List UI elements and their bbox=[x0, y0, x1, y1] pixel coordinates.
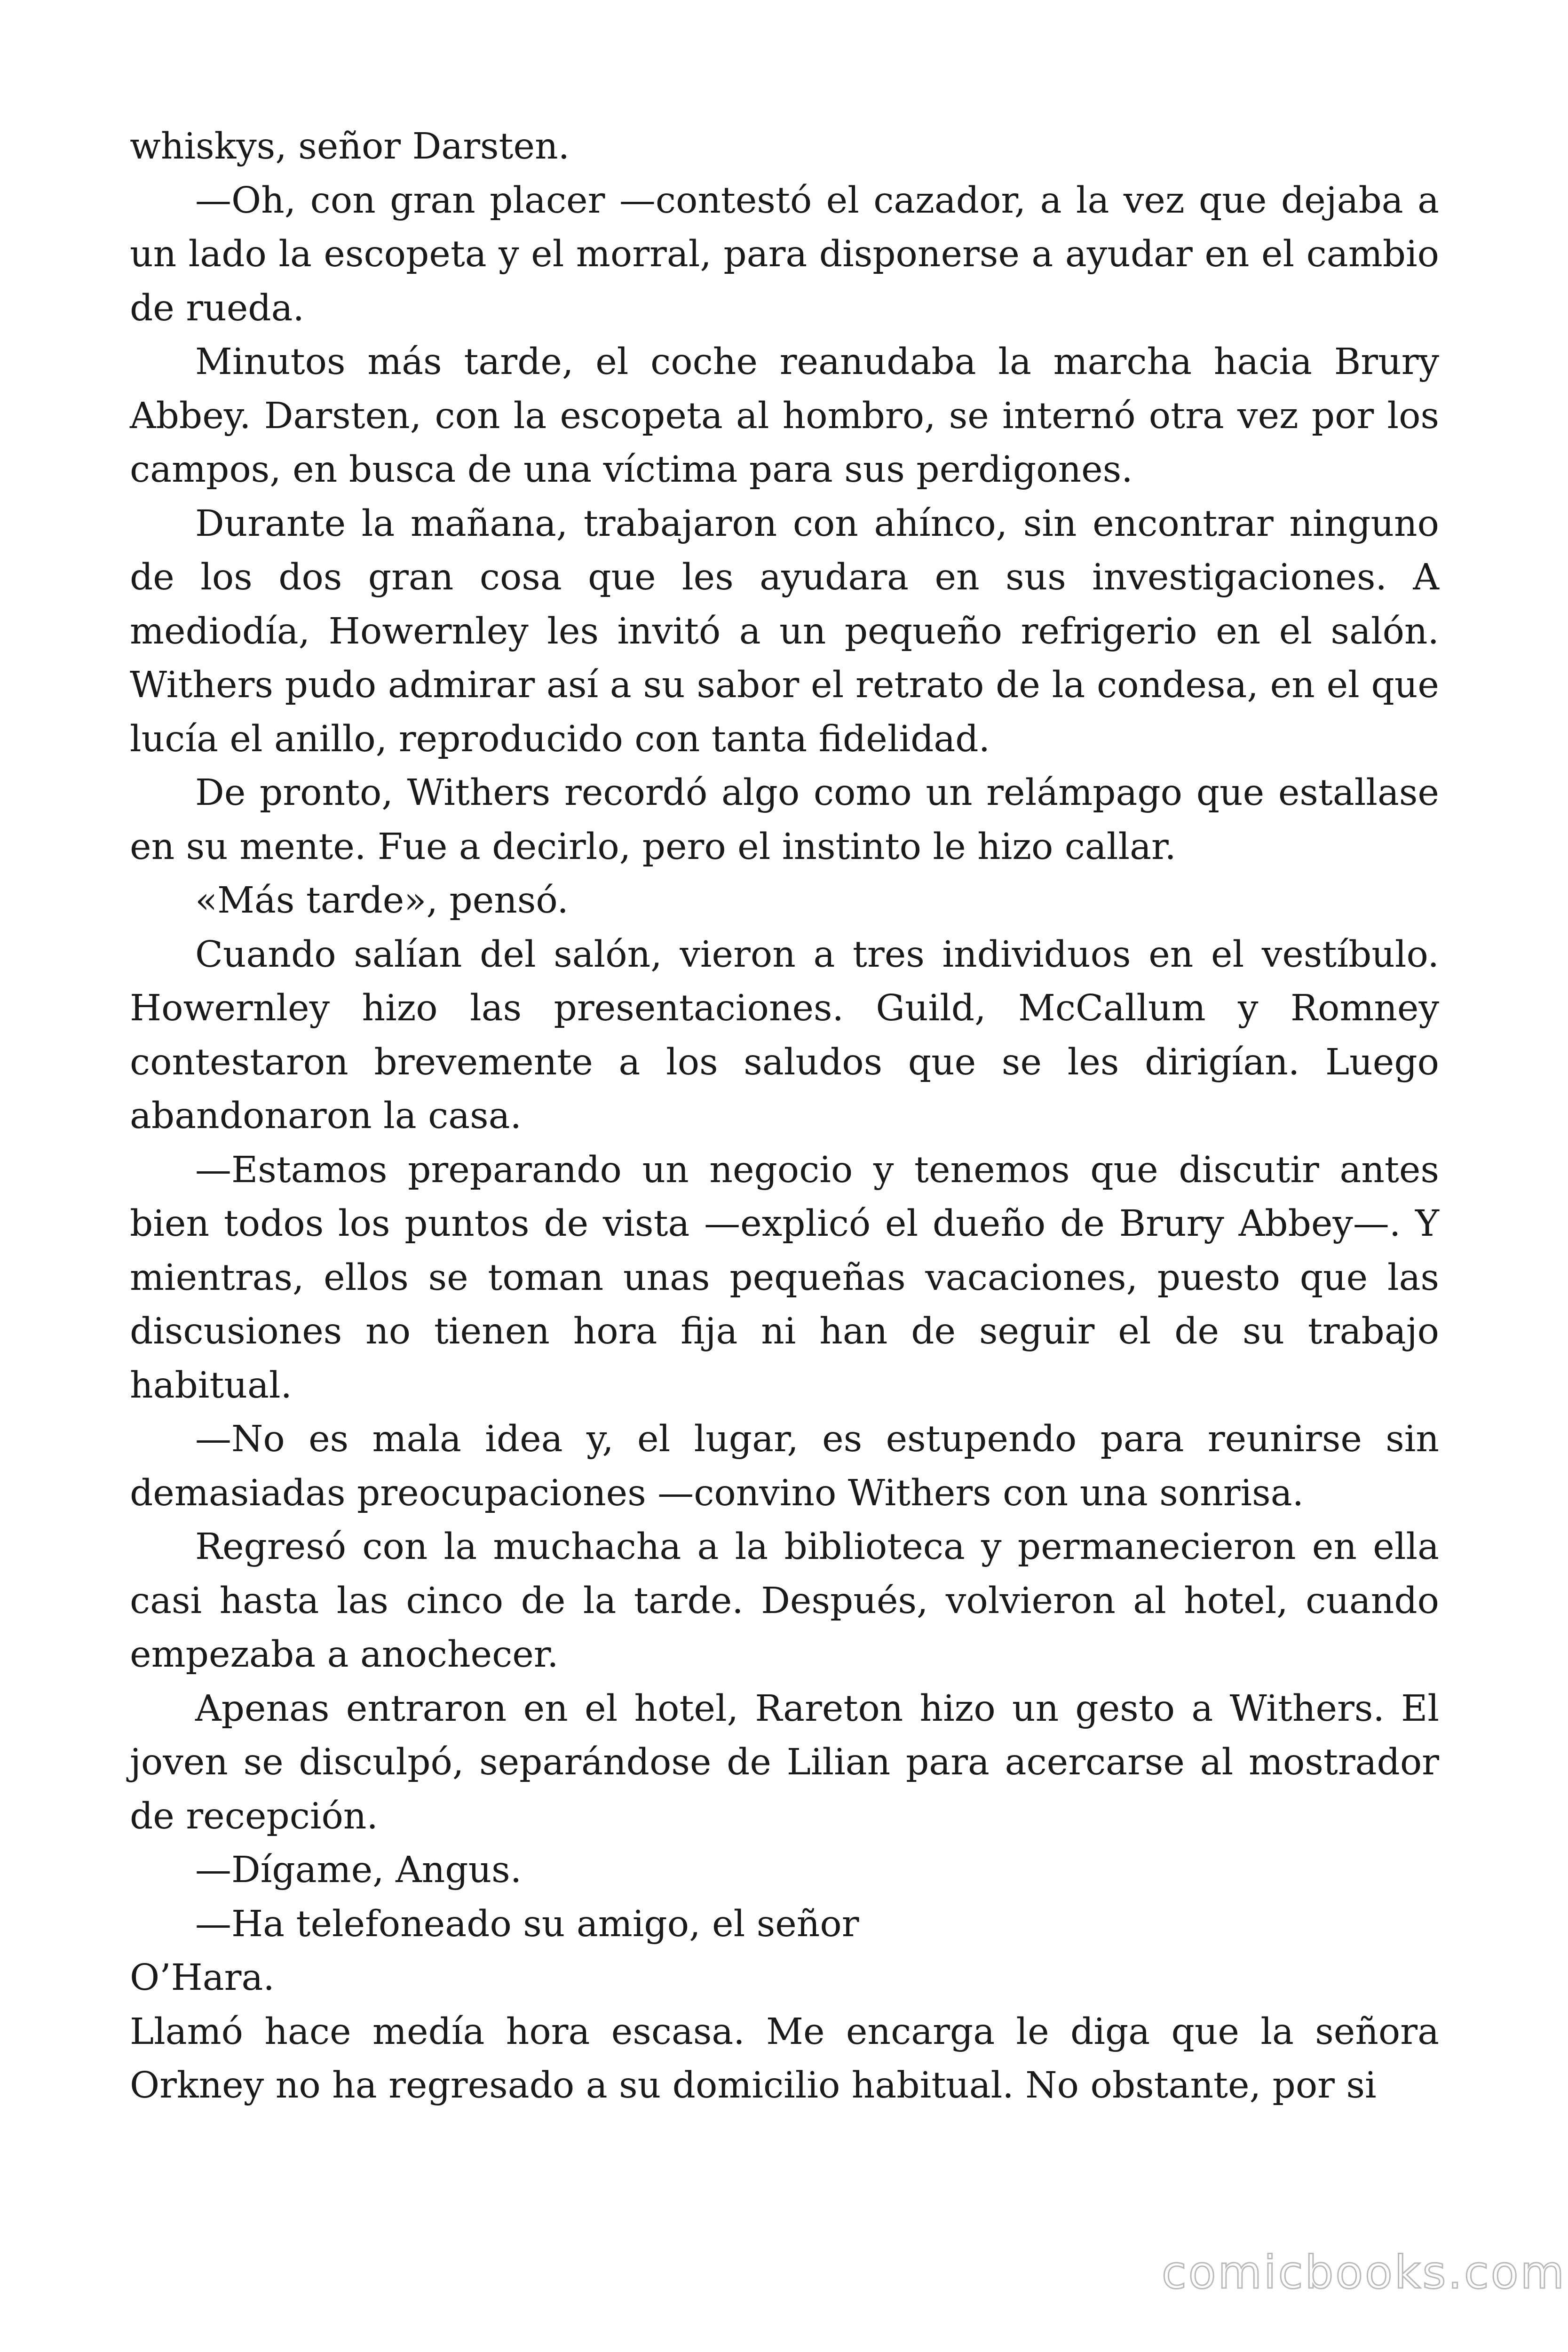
paragraph: —Estamos preparando un negocio y tenemos que discutir antes bien todos los puntos de vista —explicó el dueño de Brury Abbey—. Y mientras, ellos se toman unas pequeñas vacaciones, puesto que las discusiones no tienen hora fija ni han de seguir el de su trabajo habitual. bbox=[130, 1149, 1439, 1406]
paragraph: —Oh, con gran placer —contestó el cazador, a la vez que dejaba a un lado la escopeta y el morral, para disponerse a ayudar en el cambio de rueda. bbox=[130, 179, 1439, 329]
paragraph: O’Hara. bbox=[130, 1957, 275, 1999]
paragraph: Llamó hace medía hora escasa. Me encarga le diga que la señora Orkney no ha regresado a su domicilio habitual. No obstante, por si bbox=[130, 2010, 1439, 2106]
watermark: comicbooks.com bbox=[1162, 2246, 1567, 2299]
paragraph: Cuando salían del salón, vieron a tres individuos en el vestíbulo. Howernley hizo las presentaciones. Guild, McCallum y Romney contestaron brevemente a los saludos que se les dirigían. Luego abandonaron la casa. bbox=[130, 933, 1439, 1137]
page-body bbox=[130, 120, 1439, 2113]
paragraph: whiskys, señor Darsten. bbox=[130, 126, 570, 167]
paragraph: —Ha telefoneado su amigo, el señor bbox=[195, 1903, 859, 1945]
paragraph: Regresó con la muchacha a la biblioteca y permanecieron en ella casi hasta las cinco de la tarde. Después, volvieron al hotel, cuando empezaba a anochecer. bbox=[130, 1526, 1439, 1676]
paragraph: Apenas entraron en el hotel, Rareton hizo un gesto a Withers. El joven se disculpó, separándose de Lilian para acercarse al mostrador de recepción. bbox=[130, 1687, 1439, 1837]
paragraph: De pronto, Withers recordó algo como un relámpago que estallase en su mente. Fue a decirlo, pero el instinto le hizo callar. bbox=[130, 772, 1439, 868]
paragraph: —No es mala idea y, el lugar, es estupendo para reunirse sin demasiadas preocupaciones —convino Withers con una sonrisa. bbox=[130, 1418, 1439, 1514]
paragraph: Durante la mañana, trabajaron con ahínco, sin encontrar ninguno de los dos gran cosa que les ayudara en sus investigaciones. A mediodía, Howernley les invitó a un pequeño refrigerio en el salón. Withers pudo admirar así a su sabor el retrato de la condesa, en el que lucía el anillo, reproducido con tanta fidelidad. bbox=[130, 502, 1439, 760]
paragraph: «Más tarde», pensó. bbox=[195, 880, 569, 922]
paragraph: Minutos más tarde, el coche reanudaba la marcha hacia Brury Abbey. Darsten, con la escopeta al hombro, se internó otra vez por los campos, en busca de una víctima para sus perdigones. bbox=[130, 341, 1439, 491]
paragraph: —Dígame, Angus. bbox=[195, 1849, 522, 1891]
